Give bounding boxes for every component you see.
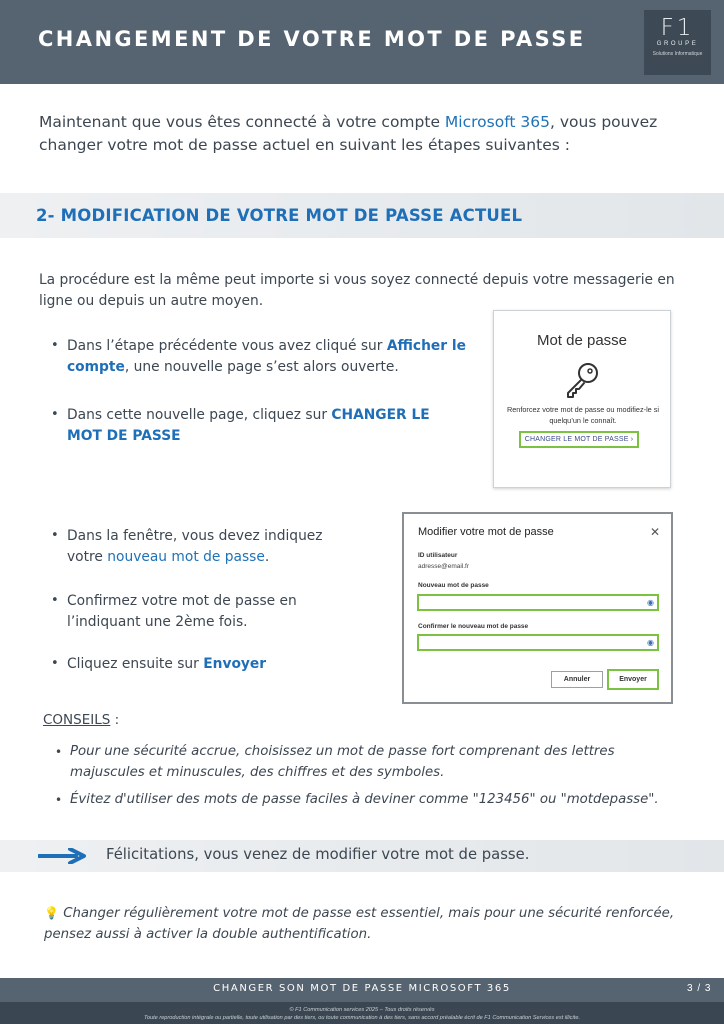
password-card-screenshot xyxy=(493,310,671,488)
bullet-dot: • xyxy=(51,407,59,422)
change-password-label: CHANGER LE MOT DE PASSE xyxy=(524,436,629,443)
tip-text: Évitez d'utiliser des mots de passe faciles à deviner comme "123456" ou "motdepasse". xyxy=(70,792,659,807)
step-2-strong: CHANGER LE MOT DE PASSE xyxy=(67,407,430,444)
step-1 xyxy=(51,336,467,377)
close-icon[interactable]: ✕ xyxy=(650,525,661,539)
congrats-text: Félicitations, vous venez de modifier votre mot de passe. xyxy=(106,846,530,863)
step-2 xyxy=(51,405,467,446)
step-1-strong: Afficher le compte xyxy=(67,338,466,375)
logo-subtitle: GROUPE xyxy=(656,41,699,47)
bullet-dot: • xyxy=(55,745,63,759)
final-tip xyxy=(44,903,684,945)
change-password-dialog-screenshot xyxy=(402,512,673,704)
step-3-text-before: Dans la fenêtre, vous devez indiquez votre xyxy=(67,528,323,565)
eye-icon[interactable]: ◉ xyxy=(647,638,654,647)
microsoft-365-link[interactable]: Microsoft 365 xyxy=(444,113,550,131)
user-id-label: ID utilisateur xyxy=(418,552,458,559)
logo-mark: F1 xyxy=(660,15,695,41)
key-icon xyxy=(562,359,602,399)
step-5-text-before: Cliquez ensuite sur xyxy=(67,656,204,672)
tip-item xyxy=(55,742,680,783)
password-card-description: Renforcez votre mot de passe ou modifiez-le si quelqu’un le connaît. xyxy=(506,405,660,425)
tip-item xyxy=(55,790,680,811)
step-3-text-after: . xyxy=(264,548,270,565)
confirm-password-input[interactable] xyxy=(417,634,659,651)
bullet-dot: • xyxy=(51,338,59,353)
step-3 xyxy=(51,526,337,567)
tip-text: Pour une sécurité accrue, choisissez un mot de passe fort comprenant des lettres majuscules et minuscules, des chiffres et des symboles. xyxy=(70,744,615,780)
send-button[interactable]: Envoyer xyxy=(607,669,659,690)
tips-heading xyxy=(43,712,119,728)
page-footer xyxy=(0,978,724,1002)
step-3-link: nouveau mot de passe xyxy=(107,548,265,565)
page-title: CHANGEMENT DE VOTRE MOT DE PASSE xyxy=(38,27,586,51)
step-2-text-before: Dans cette nouvelle page, cliquez sur xyxy=(67,407,332,423)
tips-title: CONSEILS xyxy=(43,712,111,728)
step-4-text: Confirmez votre mot de passe en l’indiquant une 2ème fois. xyxy=(67,593,297,630)
congrats-band xyxy=(0,840,724,872)
lightbulb-icon: 💡 xyxy=(44,906,59,920)
legal-notice xyxy=(0,1002,724,1024)
user-id-value: adresse@email.fr xyxy=(418,563,470,570)
intro-text-after: , vous pouvez changer votre mot de passe actuel en suivant les étapes suivantes : xyxy=(39,113,658,154)
company-logo xyxy=(644,10,711,75)
eye-icon[interactable]: ◉ xyxy=(647,598,654,607)
dialog-title: Modifier votre mot de passe xyxy=(418,526,554,538)
bullet-dot: • xyxy=(51,656,59,671)
intro-paragraph xyxy=(39,111,689,157)
step-5-strong: Envoyer xyxy=(203,656,267,672)
intro-text-before: Maintenant que vous êtes connecté à votre compte xyxy=(39,113,445,131)
step-5 xyxy=(51,654,337,675)
step-4 xyxy=(51,591,317,632)
page-header xyxy=(0,0,724,84)
bullet-dot: • xyxy=(55,793,63,807)
page-number: 3 / 3 xyxy=(687,983,712,994)
chevron-right-icon: › xyxy=(630,436,634,443)
bullet-dot: • xyxy=(51,528,59,543)
section-title: 2- MODIFICATION DE VOTRE MOT DE PASSE ACTUEL xyxy=(36,206,523,225)
legal-text: Toute reproduction intégrale ou partielle, toute utilisation par des tiers, ou toute communication à des tiers, sans accord préalable écrit de F1 Communication Services est illicite. xyxy=(143,1014,581,1021)
confirm-password-label: Confirmer le nouveau mot de passe xyxy=(418,623,529,630)
logo-tagline: Solutions Informatique xyxy=(652,51,703,57)
section-header-band xyxy=(0,193,724,238)
copyright-text: © F1 Communication services 2025 – Tous droits réservés xyxy=(289,1007,435,1013)
cancel-button[interactable]: Annuler xyxy=(551,671,603,688)
tips-title-suffix: : xyxy=(110,712,120,728)
arrow-right-icon xyxy=(38,848,86,864)
password-card-title: Mot de passe xyxy=(536,332,628,349)
new-password-label: Nouveau mot de passe xyxy=(418,582,489,589)
change-password-button[interactable] xyxy=(519,431,639,448)
new-password-input[interactable] xyxy=(417,594,659,611)
footer-title: CHANGER SON MOT DE PASSE MICROSOFT 365 xyxy=(213,983,511,994)
procedure-paragraph: La procédure est la même peut importe si vous soyez connecté depuis votre messagerie en ligne ou depuis un autre moyen. xyxy=(39,272,675,309)
step-1-text-before: Dans l’étape précédente vous avez cliqué sur xyxy=(67,338,387,354)
step-1-text-after: , une nouvelle page s’est alors ouverte. xyxy=(124,358,399,375)
final-tip-text: Changer régulièrement votre mot de passe est essentiel, mais pour une sécurité renforcée, pensez aussi à activer la double authentification. xyxy=(44,906,675,942)
bullet-dot: • xyxy=(51,593,59,608)
